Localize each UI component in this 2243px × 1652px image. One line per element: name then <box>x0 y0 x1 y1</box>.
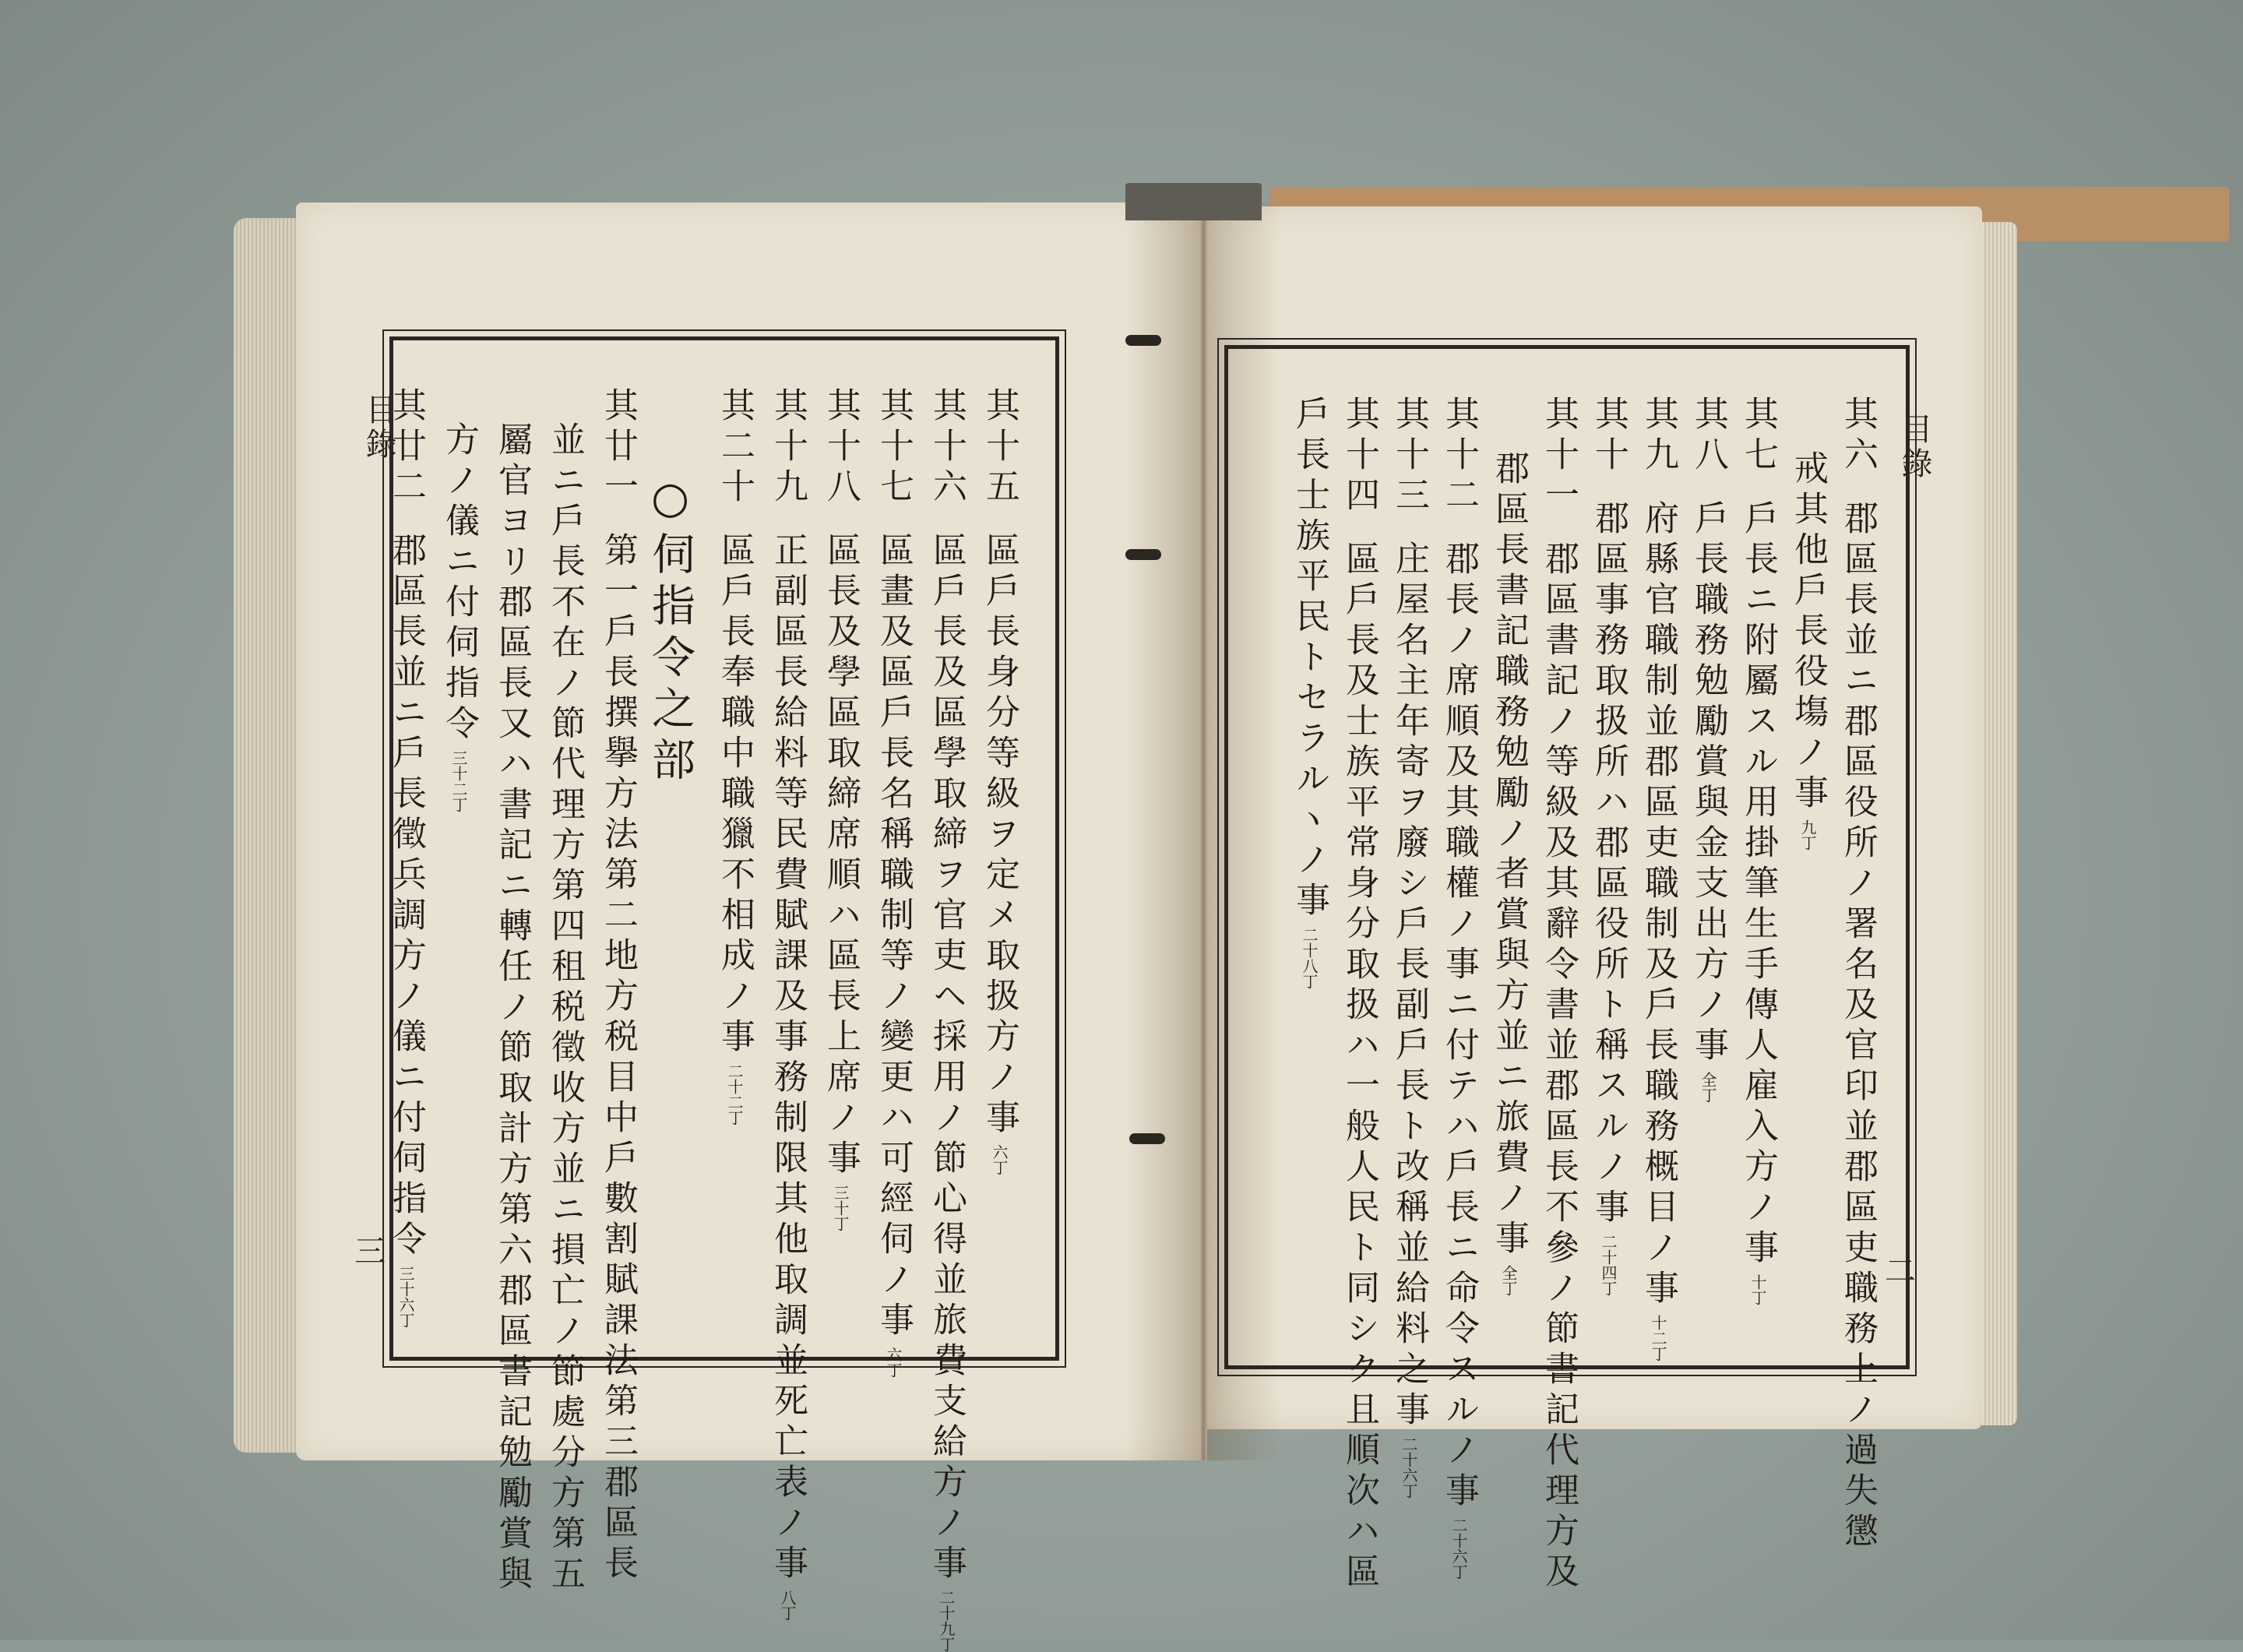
page-number: 三 <box>354 1234 386 1270</box>
binding-stitch <box>1129 1133 1165 1144</box>
spine-cap <box>1125 183 1262 220</box>
toc-entry: 其十一郡區書記ノ等級及其辭令書並郡區長不參ノ節書記代理方及 <box>1539 396 1579 1594</box>
toc-entry: 其廿一第一戶長撰擧方法第二地方税目中戶數割賦課法第三郡區長 <box>598 387 638 1585</box>
toc-entry: 其十九正副區長給料等民費賦課及事務制限其他取調並死亡表ノ事八丁 <box>768 387 808 1621</box>
page-header: 目錄 <box>361 393 396 462</box>
toc-entry-continuation: 屬官ヨリ郡區長又ハ書記ニ轉任ノ節取計方第六郡區書記勉勵賞與 <box>492 421 532 1596</box>
binding-stitch <box>1125 335 1161 346</box>
contents-frame-left <box>386 336 1059 1652</box>
toc-entry: 其二十區戶長奉職中職獵不相成ノ事二十二丁 <box>715 387 755 1125</box>
page-header: 目錄 <box>1896 413 1932 481</box>
toc-entry: 其十八區長及學區取締席順ハ區長上席ノ事三十丁 <box>821 387 861 1231</box>
toc-entry: 其十三庄屋名主年寄ヲ廢シ戶長副戶長ト改稱並給料之事二十六丁 <box>1389 396 1429 1499</box>
toc-entry: 其七戶長ニ附屬スル用掛筆生手傳人雇入方ノ事十丁 <box>1738 396 1778 1305</box>
toc-entry-continuation: 方ノ儀ニ付伺指令三十二丁 <box>439 421 479 812</box>
page-number: 二 <box>1885 1253 1916 1289</box>
toc-entry-continuation: 戶長士族平民トセラルヽノ事二十八丁 <box>1290 396 1329 989</box>
toc-entry: 其十四區戶長及士族平常身分取扱ハ一般人民ト同シク且順次ハ區 <box>1340 396 1379 1594</box>
toc-entry: 其九府縣官職制並郡區吏職制及戶長職務概目ノ事十二丁 <box>1639 396 1678 1361</box>
toc-entry: 其廿二郡區長並ニ戶長徵兵調方ノ儀ニ付伺指令三十六丁 <box>386 387 426 1328</box>
toc-entry-continuation: 並ニ戶長不在ノ節代理方第四租税徵收方並ニ損亡ノ節處分方第五 <box>545 421 585 1596</box>
toc-entry-continuation: 戒其他戶長役塲ノ事九丁 <box>1788 450 1828 851</box>
toc-entry: 其六郡區長並ニ郡區役所ノ署名及官印並郡區吏職務上ノ過失懲 <box>1838 396 1878 1553</box>
toc-entry: 其八戶長職務勉勵賞與金支出方ノ事全丁 <box>1688 396 1728 1103</box>
toc-entry-continuation: 郡區長書記職務勉勵ノ者賞與方並ニ旅費ノ事全丁 <box>1489 450 1529 1296</box>
toc-entry: 其十二郡長ノ席順及其職權ノ事ニ付テハ戶長ニ命令スルノ事二十六丁 <box>1439 396 1479 1580</box>
toc-entry: 其十六區戶長及區學取締ヲ官吏ヘ採用ノ節心得並旅費支給方ノ事二十九丁 <box>927 387 967 1652</box>
toc-entry: 其十七區畫及區戶長名稱職制等ノ變更ハ可經伺ノ事六丁 <box>874 387 914 1378</box>
binding-stitch <box>1125 549 1161 560</box>
section-title: ○伺指令之部 <box>645 473 695 788</box>
left-page-stack <box>234 218 304 1453</box>
toc-entry: 其十五區戶長身分等級ヲ定メ取扱方ノ事六丁 <box>980 387 1019 1175</box>
contents-frame-right <box>1224 345 1910 1594</box>
toc-entry: 其十郡區事務取扱所ハ郡區役所ト稱スルノ事二十四丁 <box>1589 396 1629 1296</box>
